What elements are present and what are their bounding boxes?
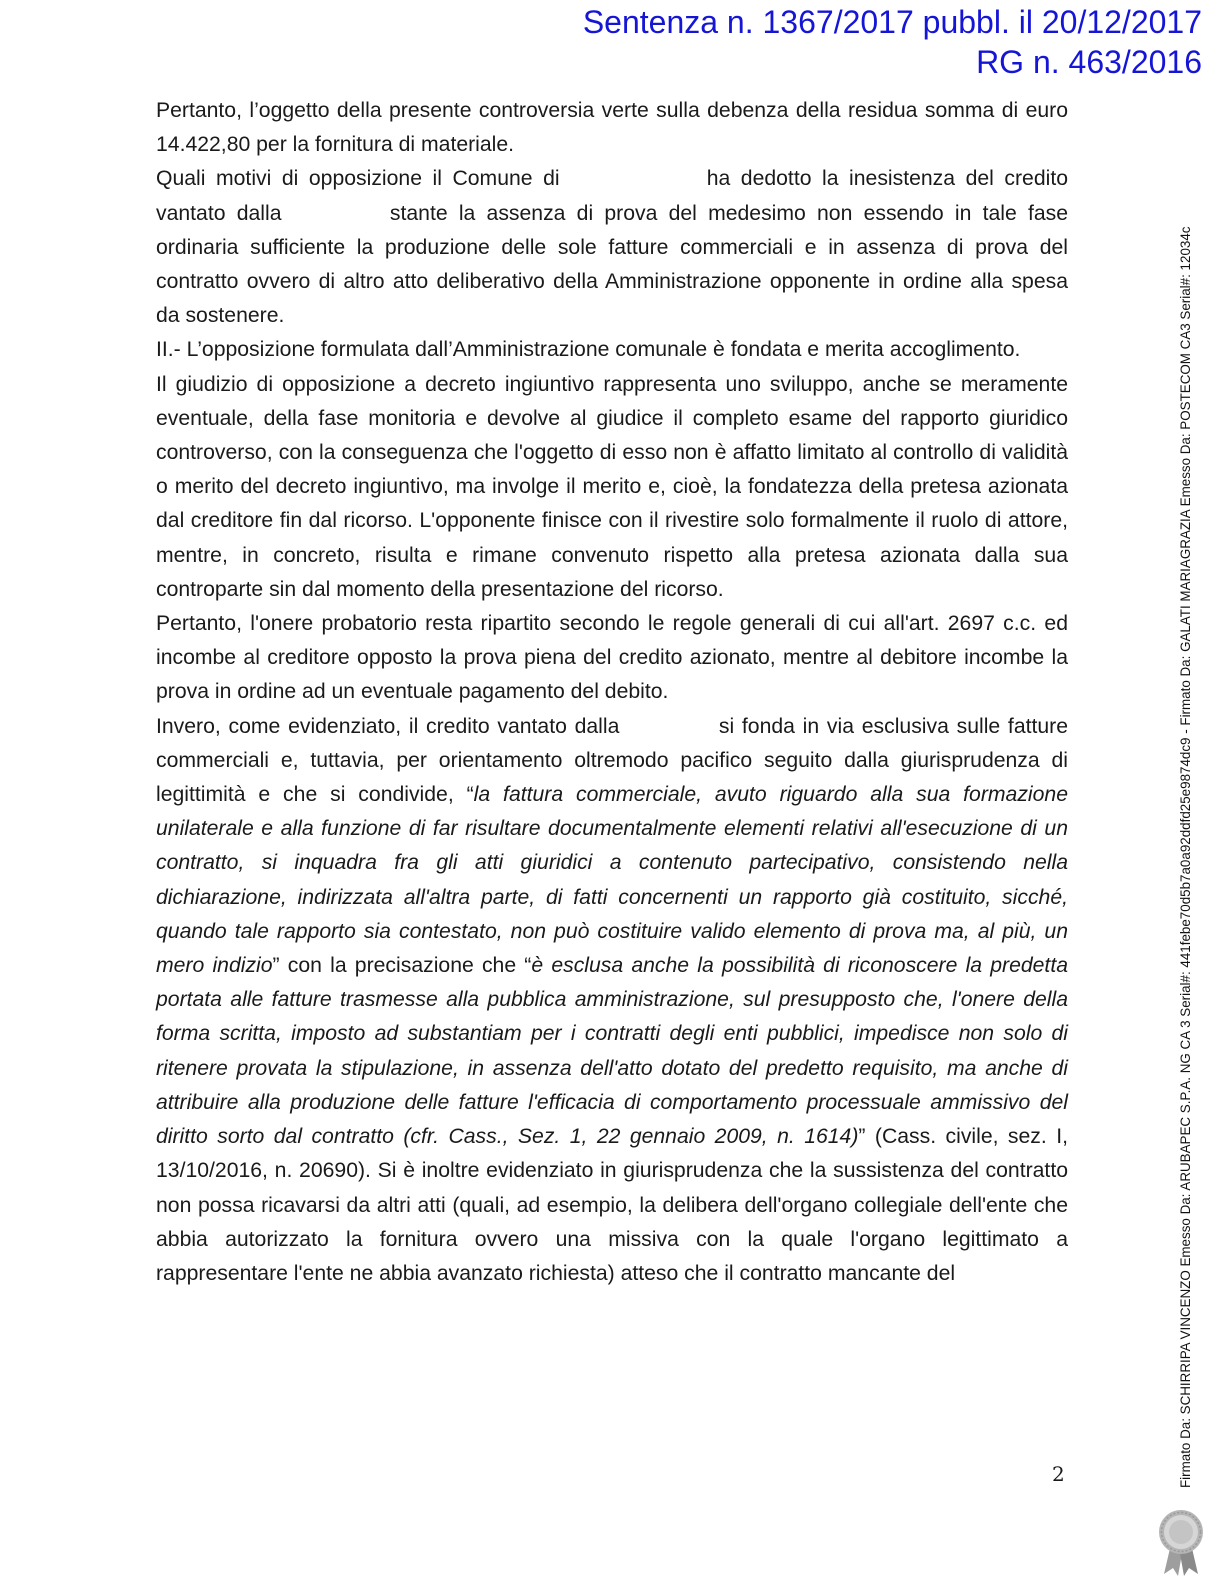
quotation-italic: la fattura commerciale, avuto riguardo alla sua formazione unilaterale e alla funzione di far risultare documentalmente elementi relativi all'esecuzione di un contratto, si inquadra fra gli atti giuridici a contenuto partecipativo, consistendo nella dichiarazione, indirizzata all'altra parte, di fatti concernenti un rapporto già costituito, sicché, quando tale rapporto sia contestato, non può costituire valido elemento di prova ma, al più, un mero indizio bbox=[156, 783, 1068, 978]
text-segment: ” con la precisazione che “ bbox=[272, 954, 532, 978]
text-segment: ha dedotto la inesistenza del credito vantato dalla bbox=[156, 167, 1068, 225]
text-segment: Invero, come evidenziato, il credito vantato dalla bbox=[156, 714, 620, 738]
certification-seal-icon bbox=[1156, 1508, 1206, 1578]
text-segment: ” (Cass. civile, sez. I, 13/10/2016, n. 20690). Si è inoltre evidenziato in giurisprudenza che la sussistenza del contratto non possa ricavarsi da altri atti (quali, ad esempio, la delibera dell'organo collegiale dell'ente che abbia autorizzato la fornitura ovvero una missiva con la quale l'organo legittimato a rappresentare l'ente ne abbia avanzato richiesta) atteso che il contratto mancante del bbox=[156, 1125, 1068, 1285]
text-segment: Quali motivi di opposizione il Comune di bbox=[156, 167, 560, 191]
rg-number: RG n. 463/2016 bbox=[976, 44, 1202, 80]
paragraph-giudizio: Il giudizio di opposizione a decreto ingiuntivo rappresenta uno sviluppo, anche se meramente eventuale, della fase monitoria e devolve al giudice il completo esame del rapporto giuridico controverso, con la conseguenza che l'oggetto di esso non è affatto limitato al controllo di validità o merito del decreto ingiuntivo, ma involge il merito e, cioè, la fondatezza della pretesa azionata dal creditore fin dal ricorso. L'opponente finisce con il rivestire solo formalmente il ruolo di attore, mentre, in concreto, risulta e rimane convenuto rispetto alla pretesa azionata dalla sua controparte sin dal momento della presentazione del ricorso. bbox=[156, 372, 1068, 601]
paragraph-opposizione: II.- L’opposizione formulata dall’Amministrazione comunale è fondata e merita accoglimento. bbox=[156, 338, 1021, 362]
document-body bbox=[156, 94, 1068, 1291]
text-segment: si fonda in via esclusiva sulle fatture commerciali e, tuttavia, per orientamento oltremodo pacifico seguito dalla giurisprudenza di legittimità e che si condivide, “ bbox=[156, 714, 1068, 807]
paragraph-invero bbox=[156, 710, 1068, 1291]
paragraph-oggetto: Pertanto, l’oggetto della presente controversia verte sulla debenza della residua somma di euro 14.422,80 per la fornitura di materiale. bbox=[156, 99, 1068, 157]
paragraph-onere: Pertanto, l'onere probatorio resta ripartito secondo le regole generali di cui all'art. 2697 c.c. ed incombe al creditore opposto la prova piena del credito azionato, mentre al debitore incombe la prova in ordine ad un eventuale pagamento del debito. bbox=[156, 612, 1068, 704]
sentence-number: Sentenza n. 1367/2017 pubbl. il 20/12/2017 bbox=[582, 4, 1202, 40]
page-number: 2 bbox=[1052, 1462, 1065, 1486]
sentence-stamp bbox=[583, 2, 1202, 82]
digital-signature-strip: Firmato Da: SCHIRRIPA VINCENZO Emesso Da: ARUBAPEC S.P.A. NG CA 3 Serial#: 441febe70d5b7a0a92ddfd25e9874dc9 - Firmato Da: GALATI MARIAGRAZIA Emesso Da: POSTECOM CA3 Serial#: 12034c bbox=[1178, 226, 1193, 1488]
text-segment: stante la assenza di prova del medesimo non essendo in tale fase ordinaria sufficiente la produzione delle sole fatture commerciali e in assenza di prova del contratto ovvero di altro atto deliberativo della Amministrazione opponente in ordine alla spesa da sostenere. bbox=[156, 201, 1069, 328]
quotation-italic: è esclusa anche la possibilità di riconoscere la predetta portata alle fatture trasmesse alla pubblica amministrazione, sul presupposto che, l'onere della forma scritta, imposto ad substantiam per i contratti degli enti pubblici, impedisce non solo di ritenere provata la stipulazione, in assenza dell'atto dotato del predetto requisito, ma anche di attribuire alla produzione delle fatture l'efficacia di comportamento processuale ammissivo del diritto sorto dal contratto (cfr. Cass., Sez. 1, 22 gennaio 2009, n. 1614) bbox=[156, 954, 1068, 1149]
paragraph-motivi bbox=[156, 162, 1068, 333]
